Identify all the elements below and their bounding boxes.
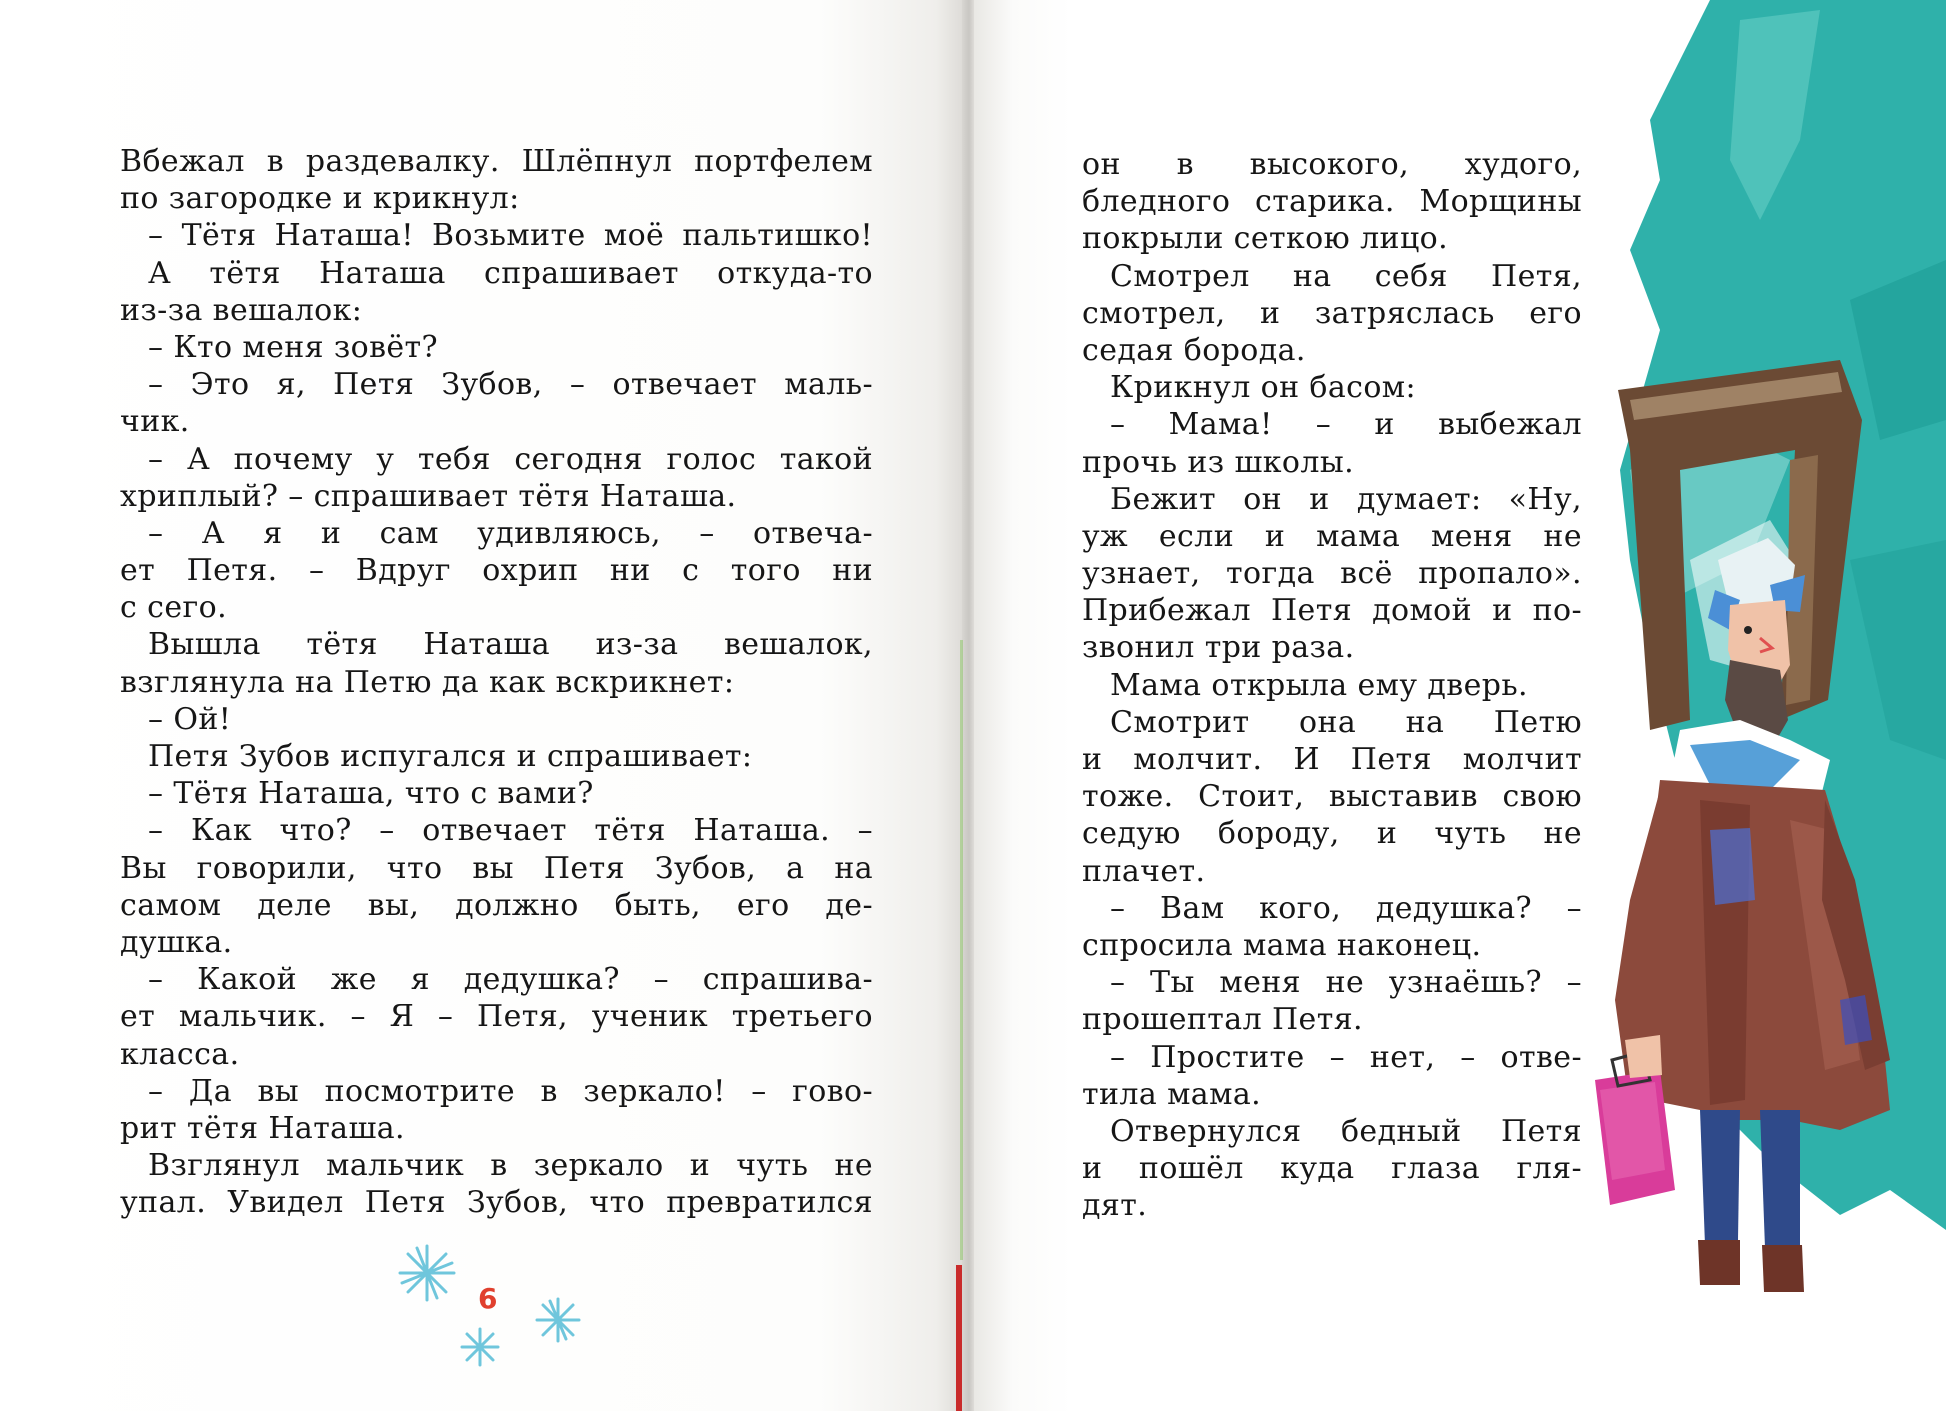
text-line: – Как что? – отвечает тётя Наташа. – — [148, 813, 873, 849]
text-line: Крикнул он басом: — [1110, 370, 1417, 406]
snowflake-icon — [535, 1297, 581, 1343]
gutter-edge-red — [956, 1265, 962, 1411]
text-line: седую бороду, и чуть не — [1082, 816, 1582, 852]
text-line: – Тётя Наташа, что с вами? — [148, 776, 594, 812]
text-line: Мама открыла ему дверь. — [1110, 667, 1528, 703]
text-line: спросила мама наконец. — [1082, 927, 1482, 963]
text-line: – Ой! — [148, 701, 232, 737]
right-page-text — [1082, 146, 1582, 1224]
text-line: – Это я, Петя Зубов, – отвечает маль- — [148, 367, 873, 403]
text-line: – Ты меня не узнаёшь? – — [1110, 965, 1582, 1001]
text-line: Вышла тётя Наташа из-за вешалок, — [148, 627, 873, 663]
text-line: он в высокого, худого, — [1082, 147, 1582, 182]
text-line: Вы говорили, что вы Петя Зубов, а на — [120, 850, 873, 886]
text-line: класса. — [120, 1036, 240, 1072]
text-line: уж если и мама меня не — [1082, 518, 1582, 554]
left-page — [0, 0, 965, 1411]
text-line: – Мама! – и выбежал — [1110, 407, 1582, 443]
text-line: с сего. — [120, 590, 228, 626]
old-man-illustration — [1590, 0, 1946, 1411]
text-line: Прибежал Петя домой и по- — [1082, 593, 1582, 629]
text-line: упал. Увидел Петя Зубов, что превратился — [120, 1185, 873, 1221]
text-line: Смотрит она на Петю — [1110, 704, 1582, 740]
page-number: 6 — [478, 1282, 498, 1315]
text-line: чик. — [120, 404, 190, 440]
text-line: – Какой же я дедушка? – спрашива- — [148, 962, 873, 998]
text-line: бледного старика. Морщины — [1082, 184, 1582, 220]
text-line: взглянула на Петю да как вскрикнет: — [120, 664, 735, 700]
text-line: смотрел, и затряслась его — [1082, 295, 1582, 331]
text-line: душка. — [120, 924, 233, 960]
text-line: ет мальчик. – Я – Петя, ученик третьего — [120, 999, 873, 1035]
text-line: рит тётя Наташа. — [120, 1110, 405, 1146]
text-line: из-за вешалок: — [120, 292, 363, 328]
text-line: Взглянул мальчик в зеркало и чуть не — [148, 1148, 873, 1184]
text-line: узнает, тогда всё пропало». — [1082, 556, 1582, 592]
text-line: – Да вы посмотрите в зеркало! – гово- — [148, 1073, 873, 1109]
text-line: самом деле вы, должно быть, его де- — [120, 887, 873, 923]
text-line: прочь из школы. — [1082, 444, 1355, 480]
text-line: Отвернулся бедный Петя — [1110, 1113, 1582, 1149]
snowflake-icon — [398, 1244, 456, 1302]
text-line: и пошёл куда глаза гля- — [1082, 1151, 1582, 1187]
text-line: прошептал Петя. — [1082, 1002, 1363, 1038]
text-line: – Простите – нет, – отве- — [1110, 1039, 1582, 1075]
gutter-edge-green — [960, 640, 963, 1260]
text-line: – Вам кого, дедушка? – — [1110, 890, 1582, 926]
text-line: дят. — [1082, 1188, 1148, 1224]
text-line: хриплый? – спрашивает тётя Наташа. — [120, 478, 737, 514]
text-line: покрыли сеткою лицо. — [1082, 221, 1449, 257]
text-line: по загородке и крикнул: — [120, 181, 520, 217]
text-line: – Тётя Наташа! Возьмите моё пальтишко! — [148, 218, 873, 254]
text-line: Петя Зубов испугался и спрашивает: — [148, 739, 753, 774]
text-line: Смотрел на себя Петя, — [1110, 258, 1582, 294]
text-line: Вбежал в раздевалку. Шлёпнул портфелем — [120, 144, 873, 179]
text-line: – Кто меня зовёт? — [148, 329, 439, 365]
text-line: звонил три раза. — [1082, 630, 1355, 666]
left-page-text — [120, 143, 873, 1221]
text-line: Бежит он и думает: «Ну, — [1110, 481, 1582, 517]
text-line: тоже. Стоит, выставив свою — [1082, 779, 1582, 815]
text-line: и молчит. И Петя молчит — [1082, 742, 1582, 777]
text-line: А тётя Наташа спрашивает откуда-то — [148, 255, 873, 291]
text-line: плачет. — [1082, 853, 1206, 889]
text-line: ет Петя. – Вдруг охрип ни с того ни — [120, 553, 873, 589]
text-line: – А почему у тебя сегодня голос такой — [148, 441, 873, 477]
snowflake-icon — [460, 1327, 500, 1367]
text-line: тила мама. — [1082, 1076, 1262, 1112]
text-line: седая борода. — [1082, 332, 1306, 368]
text-line: – А я и сам удивляюсь, – отвеча- — [148, 515, 873, 551]
